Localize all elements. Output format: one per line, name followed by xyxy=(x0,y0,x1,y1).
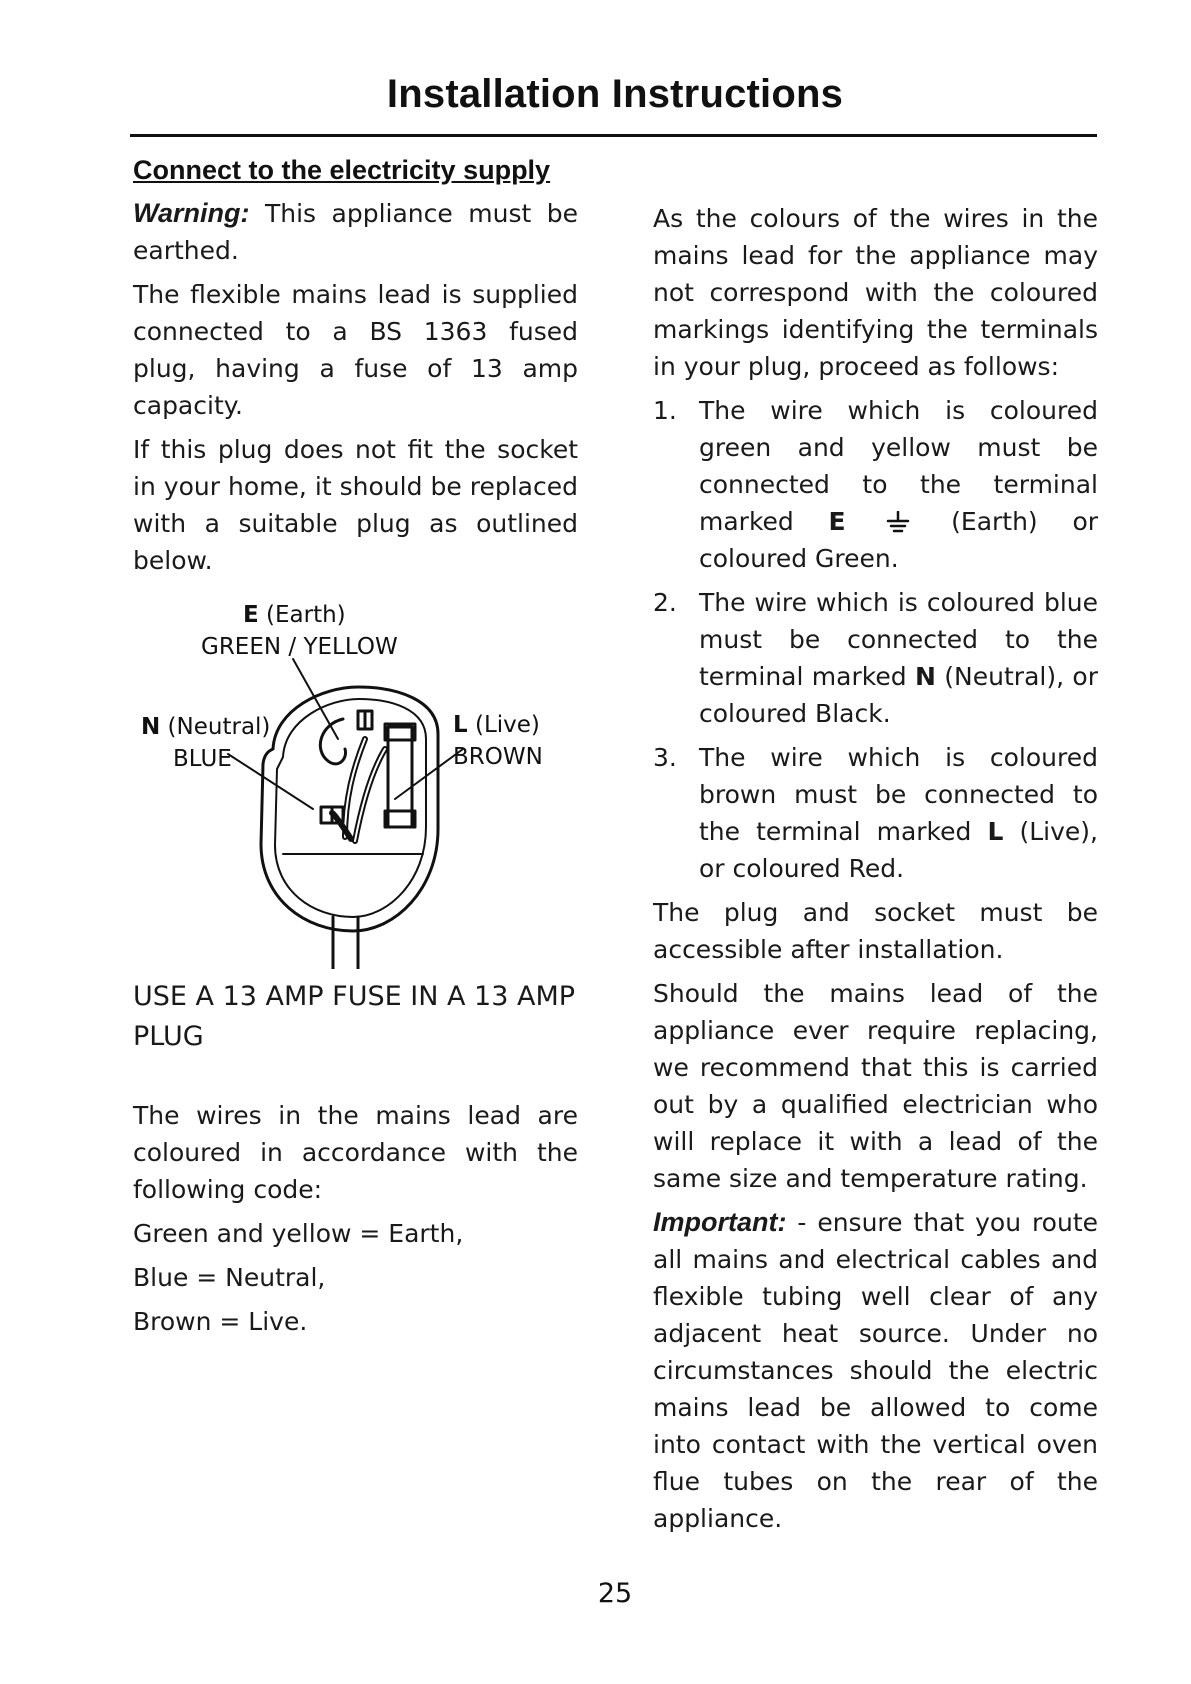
step-number: 3. xyxy=(653,743,677,772)
earth-label: E (Earth) xyxy=(243,602,346,628)
important-paragraph xyxy=(653,1204,1098,1537)
warning-text: This appliance must be earthed. xyxy=(133,199,578,265)
important-text: - ensure that you route all mains and electrical cables and flexible tubing well clear of any adjacent heat source. Under no circumstances should the electric mains lead be allowed to come into contact with the vertical oven flue tubes on the rear of the appliance. xyxy=(653,1208,1098,1533)
plug-paragraph: The flexible mains lead is supplied connected to a BS 1363 fused plug, having a fuse of 13 amp capacity. xyxy=(133,280,578,420)
left-column xyxy=(133,150,578,1347)
code-neutral: Blue = Neutral, xyxy=(133,1263,326,1292)
plug-inner-outline xyxy=(275,699,426,917)
neutral-label: N (Neutral) xyxy=(141,714,271,740)
plug-wiring-diagram xyxy=(133,599,578,969)
wiring-steps xyxy=(653,392,1098,887)
step-number: 2. xyxy=(653,588,677,617)
terminal-letter: L xyxy=(987,817,1004,846)
terminal-letter: E xyxy=(828,507,846,536)
earth-leader-line xyxy=(293,659,338,739)
mains-cable xyxy=(333,917,358,969)
warning-paragraph xyxy=(133,195,578,269)
earth-symbol-icon xyxy=(886,511,910,535)
live-colour-label: BROWN xyxy=(453,744,543,770)
access-paragraph: The plug and socket must be accessible after installation. xyxy=(653,898,1098,964)
title-divider xyxy=(130,134,1097,137)
page-title: Installation Instructions xyxy=(386,72,844,116)
earth-wire xyxy=(345,739,365,837)
terminal-letter: N xyxy=(914,662,936,691)
fuse-note: USE A 13 AMP FUSE IN A 13 AMP PLUG xyxy=(133,981,576,1052)
right-column xyxy=(653,200,1098,1544)
live-label: L (Live) xyxy=(453,712,540,738)
code-live: Brown = Live. xyxy=(133,1307,308,1336)
wire-code-paragraph: The wires in the mains lead are coloured in accordance with the following code: xyxy=(133,1101,578,1204)
code-earth: Green and yellow = Earth, xyxy=(133,1219,464,1248)
section-heading: Connect to the electricity supply xyxy=(133,155,551,185)
step-neutral: 2. The wire which is coloured blue must be connected to the terminal marked N (Neutral), or coloured Black. xyxy=(653,584,1098,732)
socket-paragraph: If this plug does not fit the socket in your home, it should be replaced with a suitable plug as outlined below. xyxy=(133,435,578,575)
earth-colour-label: GREEN / YELLOW xyxy=(201,634,398,660)
step-number: 1. xyxy=(653,396,677,425)
neutral-leader-line xyxy=(228,754,313,809)
warning-label: Warning: xyxy=(133,198,250,228)
step-earth: 1. The wire which is coloured green and yellow must be connected to the terminal marked E (Earth) or coloured Green. xyxy=(653,392,1098,577)
replace-paragraph: Should the mains lead of the appliance ever require replacing, we recommend that this is carried out by a qualified electrician who will replace it with a lead of the same size and temperature rating. xyxy=(653,979,1098,1193)
step-live: 3. The wire which is coloured brown must be connected to the terminal marked L (Live), or coloured Red. xyxy=(653,739,1098,887)
neutral-colour-label: BLUE xyxy=(173,746,232,772)
page-number: 25 xyxy=(597,1578,633,1609)
earth-terminal xyxy=(320,719,345,764)
intro-paragraph: As the colours of the wires in the mains lead for the appliance may not correspond with the coloured markings identifying the terminals in your plug, proceed as follows: xyxy=(653,204,1098,381)
important-label: Important: xyxy=(653,1207,787,1237)
